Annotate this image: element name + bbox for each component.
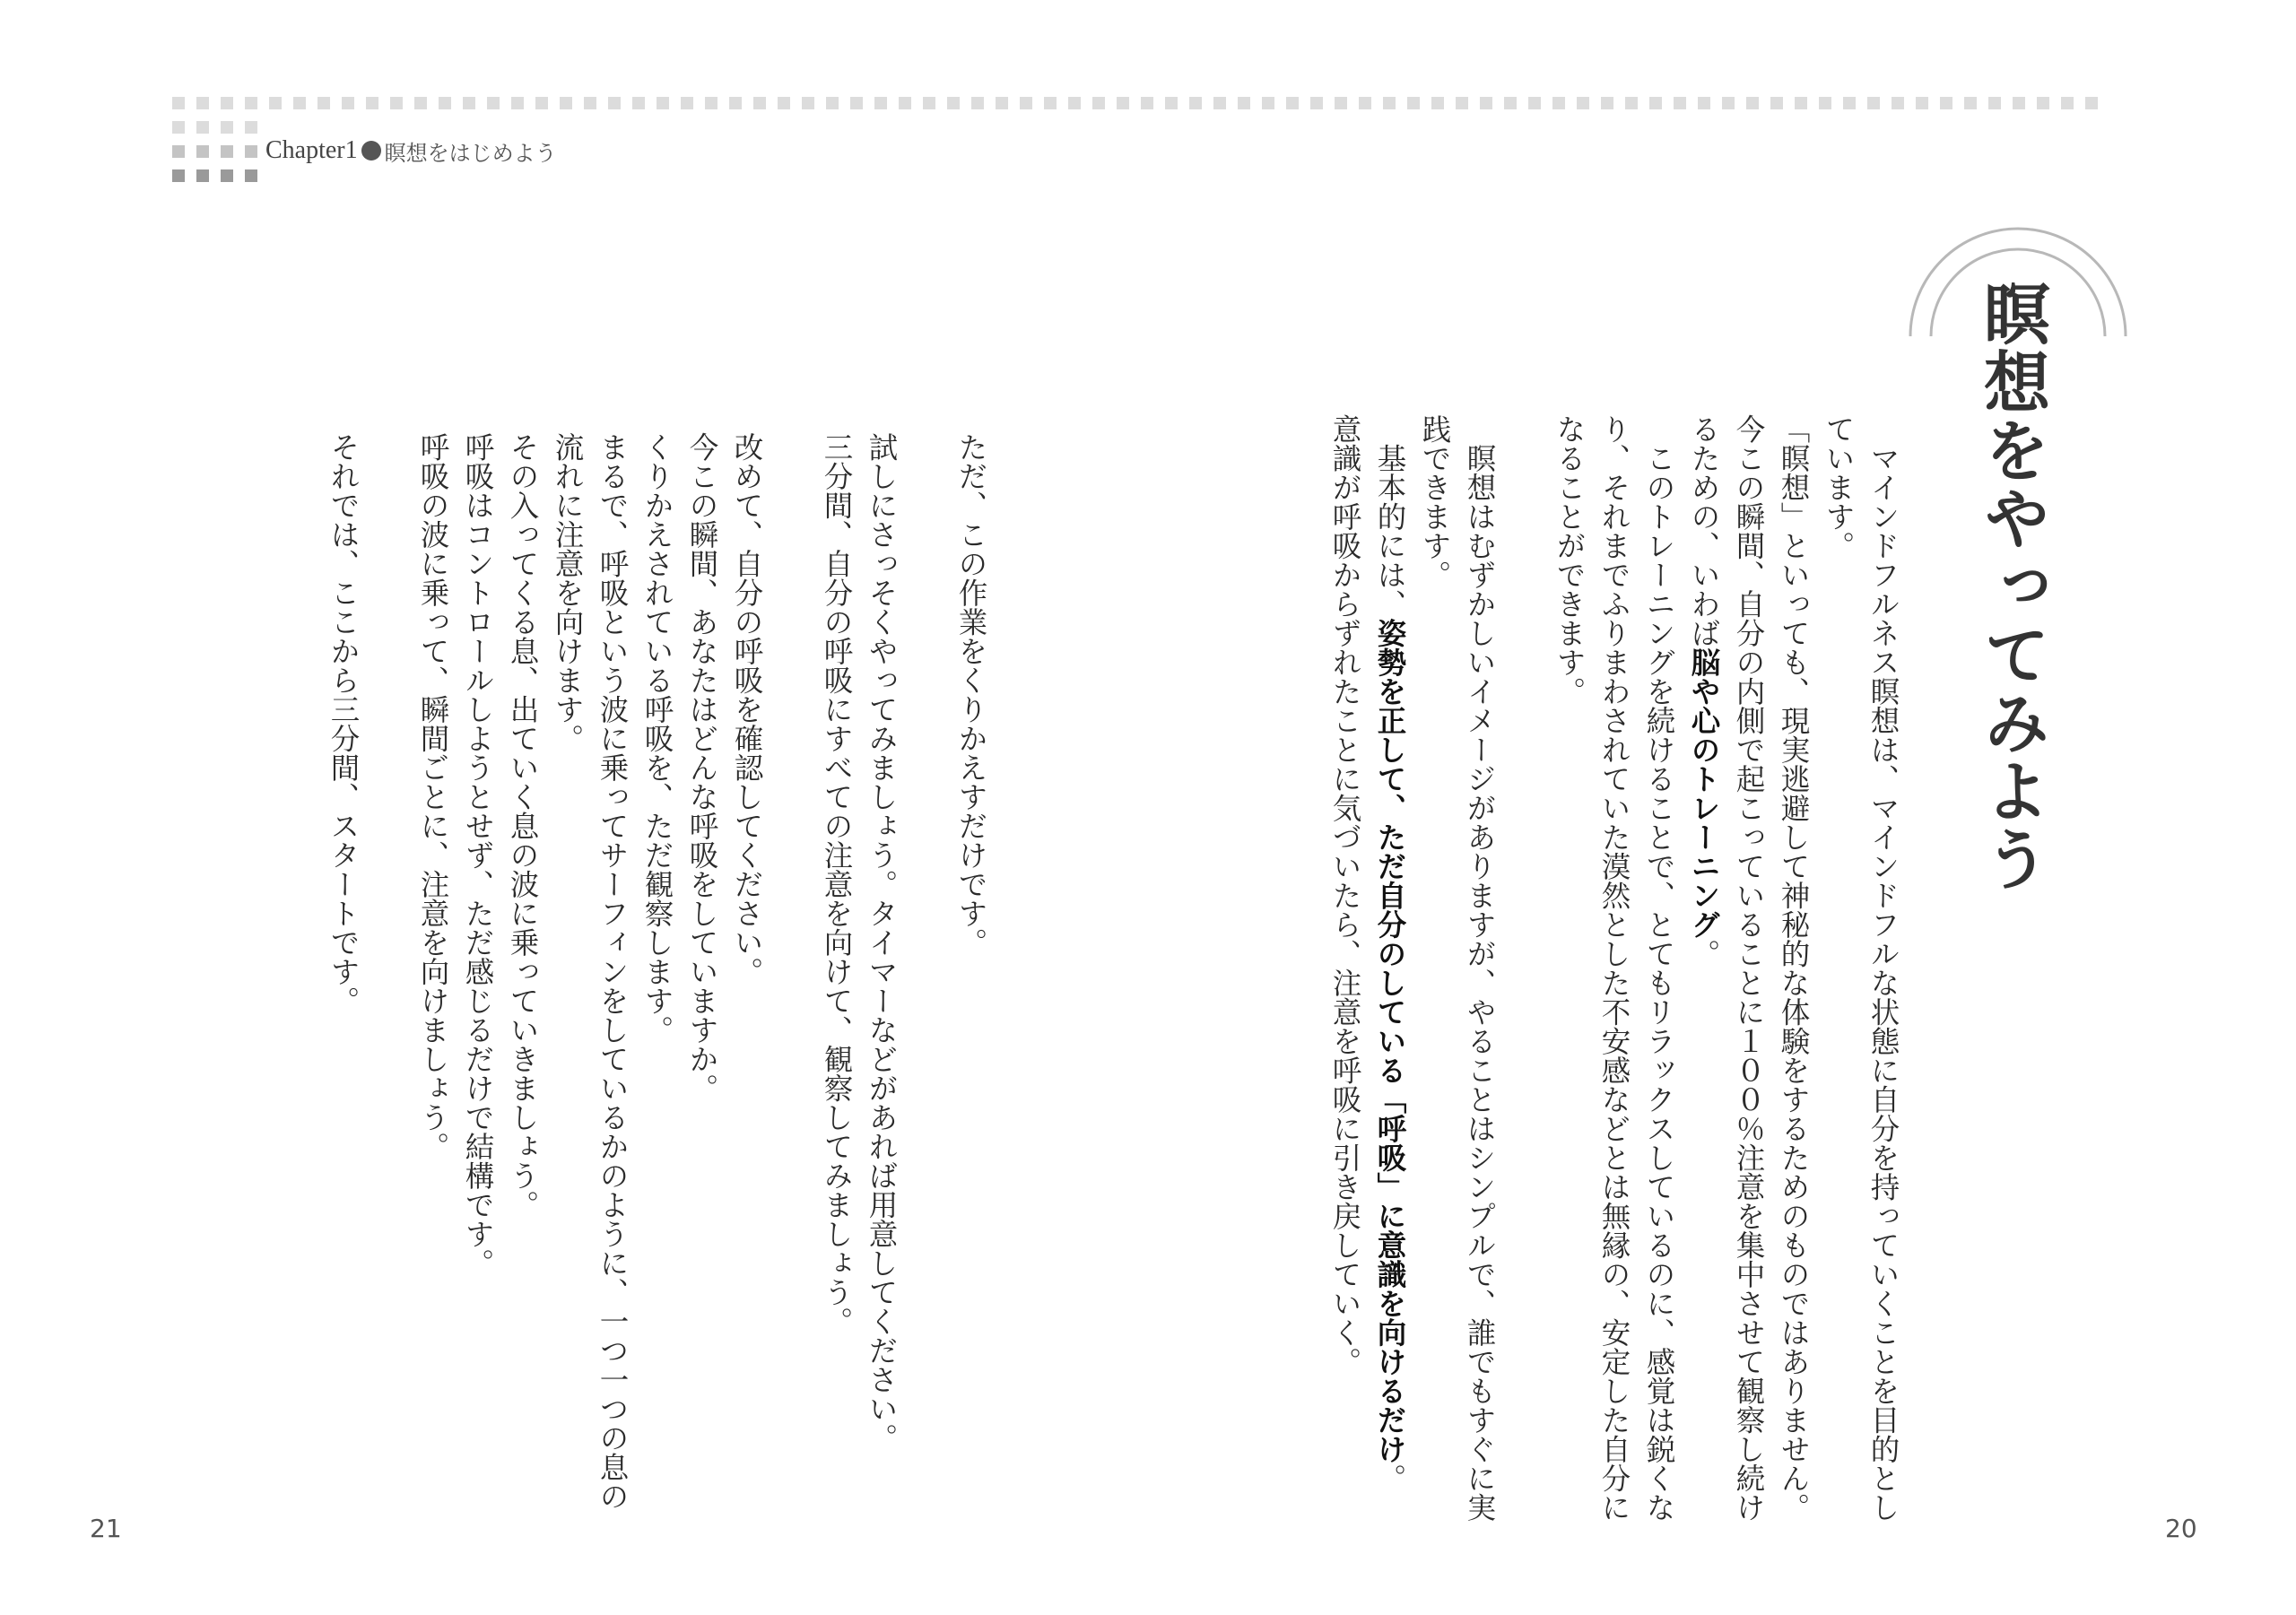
decor-square xyxy=(245,145,257,158)
text-column xyxy=(770,432,814,1511)
decor-square xyxy=(1916,97,1928,109)
text-segment: 。 xyxy=(1373,1463,1407,1493)
text-column xyxy=(545,432,590,1511)
text-column xyxy=(500,432,545,1511)
decor-square xyxy=(1964,97,1977,109)
decor-square xyxy=(560,97,572,109)
text-column xyxy=(949,432,994,1511)
decor-square xyxy=(826,97,839,109)
decor-square xyxy=(1480,97,1492,109)
decor-square xyxy=(535,97,548,109)
decor-square xyxy=(245,121,257,134)
text-column xyxy=(1547,414,1592,1522)
decor-square xyxy=(245,97,257,109)
text-column xyxy=(1682,414,1726,1522)
text-column xyxy=(1726,414,1771,1522)
text-column xyxy=(1816,414,1861,1522)
text-column xyxy=(904,432,949,1511)
text-segment: 試しにさっそくやってみましょう。タイマーなどがあれば用意してください。 xyxy=(865,432,899,1453)
right-page-body xyxy=(1323,414,1906,1522)
text-segment: るための、いわば xyxy=(1687,414,1721,647)
text-segment: まるで、呼吸という波に乗ってサーフィンをしているかのように、一つ一つの息の xyxy=(596,432,630,1511)
text-segment: ています。 xyxy=(1822,414,1856,560)
decor-square xyxy=(899,97,911,109)
text-segment: 改めて、自分の呼吸を確認してください。 xyxy=(730,432,764,986)
text-column xyxy=(725,432,770,1511)
decor-square xyxy=(172,97,185,109)
decor-square xyxy=(1988,97,2001,109)
decor-square xyxy=(293,97,306,109)
text-column xyxy=(456,432,500,1511)
text-segment: 基本的には、 xyxy=(1373,414,1407,619)
decor-square xyxy=(1262,97,1274,109)
text-segment: 瞑想はむずかしいイメージがありますが、やることはシンプルで、誰でもすぐに実 xyxy=(1463,414,1497,1522)
text-segment xyxy=(909,432,944,462)
decor-square xyxy=(487,97,500,109)
text-column xyxy=(1592,414,1637,1522)
decor-square xyxy=(172,121,185,134)
text-segment: その入ってくる息、出ていく息の波に乗っていきましょう。 xyxy=(506,432,540,1220)
text-segment: 践できます。 xyxy=(1418,414,1452,589)
text-segment xyxy=(1508,414,1542,444)
decor-square xyxy=(1649,97,1662,109)
decor-square xyxy=(1286,97,1299,109)
decor-square xyxy=(1601,97,1613,109)
text-segment: 今この瞬間、あなたはどんな呼吸をしていますか。 xyxy=(685,432,719,1103)
text-column xyxy=(859,432,904,1511)
decor-square xyxy=(511,97,524,109)
text-column xyxy=(680,432,725,1511)
section-title: 瞑想をやってみよう xyxy=(1973,280,2050,893)
text-segment: 意識が呼吸からずれたことに気づいたら、注意を呼吸に引き戻していく。 xyxy=(1328,414,1362,1376)
decor-square xyxy=(1068,97,1081,109)
decor-square xyxy=(1867,97,1880,109)
text-segment: なることができます。 xyxy=(1552,414,1587,706)
decor-square xyxy=(1674,97,1686,109)
text-column xyxy=(1413,414,1457,1522)
decor-square xyxy=(2013,97,2025,109)
decor-square xyxy=(342,97,354,109)
decor-square xyxy=(245,169,257,182)
text-segment: このトレーニングを続けることで、とてもリラックスしているのに、感覚は鋭くな xyxy=(1642,414,1676,1522)
left-page-body xyxy=(321,432,994,1511)
text-segment: ただ、この作業をくりかえすだけです。 xyxy=(954,432,988,957)
decor-square xyxy=(1431,97,1444,109)
decor-square xyxy=(802,97,814,109)
decor-square xyxy=(221,169,233,182)
decor-square xyxy=(221,145,233,158)
decor-square xyxy=(1698,97,1710,109)
decor-square xyxy=(1843,97,1856,109)
text-column xyxy=(814,432,859,1511)
running-header xyxy=(265,133,557,169)
text-segment: り、それまでふりまわされていた漠然とした不安感などとは無縁の、安定した自分に xyxy=(1597,414,1631,1522)
decor-square xyxy=(1044,97,1057,109)
decor-square xyxy=(1722,97,1735,109)
decor-square xyxy=(1528,97,1541,109)
decor-square xyxy=(2061,97,2074,109)
text-column xyxy=(1771,414,1816,1522)
text-column xyxy=(321,432,366,1511)
decor-square xyxy=(1359,97,1371,109)
text-segment xyxy=(371,432,405,462)
decor-square xyxy=(996,97,1008,109)
decor-square xyxy=(850,97,863,109)
decor-square xyxy=(196,145,209,158)
text-segment: くりかえされている呼吸を、ただ観察します。 xyxy=(640,432,674,1045)
decor-square xyxy=(947,97,960,109)
decor-square xyxy=(778,97,790,109)
decor-square xyxy=(1819,97,1831,109)
decor-square xyxy=(608,97,621,109)
decor-square xyxy=(2085,97,2098,109)
decor-square xyxy=(2037,97,2049,109)
decor-square xyxy=(1189,97,1202,109)
text-segment: それでは、ここから三分間、スタートです。 xyxy=(326,432,361,1015)
bullet-icon xyxy=(361,141,381,161)
decor-square xyxy=(1504,97,1517,109)
decor-square xyxy=(1335,97,1347,109)
decor-square xyxy=(874,97,887,109)
text-column xyxy=(1457,414,1502,1522)
text-column xyxy=(1323,414,1368,1522)
decor-square xyxy=(172,169,185,182)
text-segment: マインドフルネス瞑想は、マインドフルな状態に自分を持っていくことを目的とし xyxy=(1866,414,1900,1522)
decor-square xyxy=(269,97,282,109)
decor-square xyxy=(1141,97,1153,109)
text-column xyxy=(1368,414,1413,1522)
text-column xyxy=(1861,414,1906,1522)
decor-square xyxy=(584,97,596,109)
decor-square xyxy=(1310,97,1323,109)
decor-square xyxy=(1165,97,1178,109)
decor-square xyxy=(753,97,766,109)
decor-square xyxy=(390,97,403,109)
decor-square xyxy=(439,97,451,109)
text-segment: 流れに注意を向けます。 xyxy=(551,432,585,753)
decor-square xyxy=(172,145,185,158)
decor-square xyxy=(414,97,427,109)
decor-square xyxy=(366,97,378,109)
decor-square xyxy=(1092,97,1105,109)
text-segment: 。 xyxy=(1687,939,1721,968)
decor-square xyxy=(1795,97,1807,109)
decor-square xyxy=(1940,97,1952,109)
decor-square xyxy=(657,97,669,109)
chapter-title: 瞑想をはじめよう xyxy=(384,140,557,166)
page-number-left: 21 xyxy=(90,1514,122,1543)
text-column xyxy=(411,432,456,1511)
text-column xyxy=(1637,414,1682,1522)
text-column xyxy=(366,432,411,1511)
decor-square xyxy=(1577,97,1589,109)
decor-square xyxy=(196,169,209,182)
decor-square xyxy=(1625,97,1638,109)
text-segment: 今この瞬間、自分の内側で起こっていることに１００％注意を集中させて観察し続け xyxy=(1732,414,1766,1522)
decor-square xyxy=(1383,97,1396,109)
text-segment: 三分間、自分の呼吸にすべての注意を向けて、観察してみましょう。 xyxy=(820,432,854,1336)
text-segment: 呼吸の波に乗って、瞬間ごとに、注意を向けましょう。 xyxy=(416,432,450,1161)
decor-square xyxy=(1020,97,1032,109)
text-segment: 呼吸はコントロールしようとせず、ただ感じるだけで結構です。 xyxy=(461,432,495,1278)
decor-square xyxy=(705,97,718,109)
decor-square xyxy=(632,97,645,109)
decor-square xyxy=(317,97,330,109)
decor-square xyxy=(196,121,209,134)
decor-square xyxy=(1456,97,1468,109)
decor-square xyxy=(1770,97,1783,109)
decor-square xyxy=(681,97,693,109)
decor-square xyxy=(1407,97,1420,109)
chapter-label: Chapter1 xyxy=(265,136,358,164)
decor-square xyxy=(1238,97,1250,109)
emphasis-text: 姿勢を正して、ただ自分のしている「呼吸」に意識を向けるだけ xyxy=(1373,618,1407,1463)
emphasis-text: 脳や心のトレーニング xyxy=(1687,647,1721,939)
text-segment xyxy=(775,432,809,462)
decor-square xyxy=(1892,97,1904,109)
decor-square xyxy=(221,97,233,109)
decor-square xyxy=(221,121,233,134)
decor-square xyxy=(196,97,209,109)
decor-square xyxy=(971,97,984,109)
decor-square xyxy=(1213,97,1226,109)
decor-square xyxy=(1746,97,1759,109)
decor-square xyxy=(1117,97,1129,109)
text-column xyxy=(635,432,680,1511)
decor-square xyxy=(463,97,475,109)
decor-square xyxy=(729,97,742,109)
text-column xyxy=(1502,414,1547,1522)
decor-square xyxy=(1552,97,1565,109)
text-column xyxy=(590,432,635,1511)
page-number-right: 20 xyxy=(2165,1514,2197,1543)
decor-square xyxy=(923,97,935,109)
text-segment: 「瞑想」といっても、現実逃避して神秘的な体験をするためのものではありません。 xyxy=(1777,414,1811,1522)
